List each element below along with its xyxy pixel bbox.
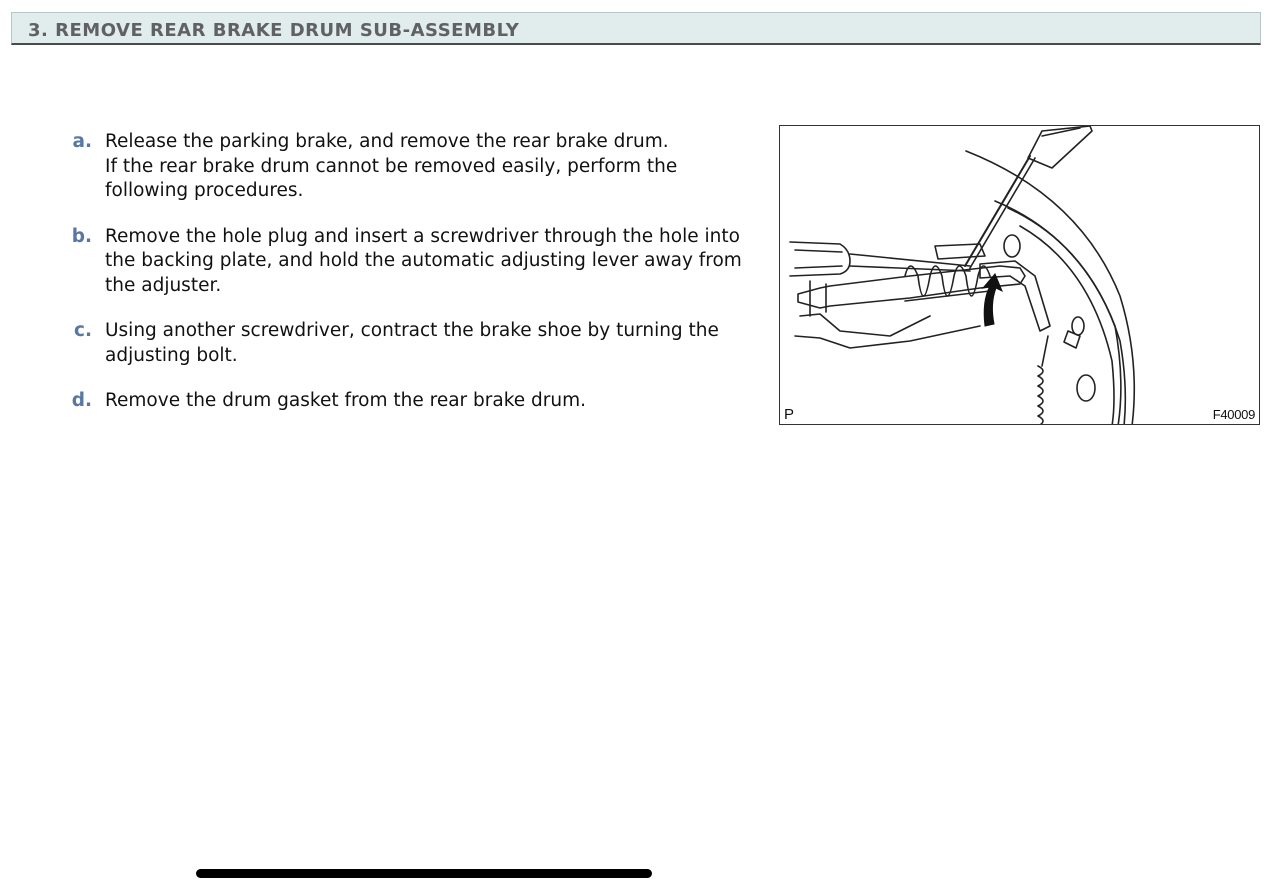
procedure-steps (70, 130, 770, 435)
step-text: Release the parking brake, and remove the rear brake drum. If the rear brake drum cannot be removed easily, perform the following procedures. (105, 131, 678, 201)
step-letter: a. (72, 131, 92, 152)
drum-inner-arc (1008, 208, 1125, 425)
step-text: Remove the hole plug and insert a screwdriver through the hole into the backing plate, and hold the automatic adjusting lever away from the adjuster. (105, 225, 742, 296)
step-c (70, 319, 770, 368)
step-a (70, 130, 770, 204)
step-letter: d. (71, 390, 92, 411)
step-letter: b. (71, 225, 92, 247)
section-title: 3. REMOVE REAR BRAKE DRUM SUB-ASSEMBLY (28, 20, 520, 41)
figure-corner-label: P (784, 406, 795, 423)
rotation-arrow-icon (983, 274, 1002, 326)
step-b (70, 225, 770, 299)
step-text: Using another screwdriver, contract the brake shoe by turning the adjusting bolt. (105, 320, 719, 366)
step-text: Remove the drum gasket from the rear brake drum. (105, 390, 587, 411)
step-letter: c. (74, 320, 92, 341)
figure-code: F40009 (1212, 407, 1255, 422)
home-indicator[interactable] (196, 869, 652, 878)
screwdriver-handle (790, 242, 850, 276)
brake-assembly-drawing (780, 126, 1260, 425)
plate-hole (1077, 375, 1095, 401)
step-d (70, 389, 770, 414)
section-header (11, 12, 1261, 45)
brake-drum-illustration (779, 125, 1260, 425)
